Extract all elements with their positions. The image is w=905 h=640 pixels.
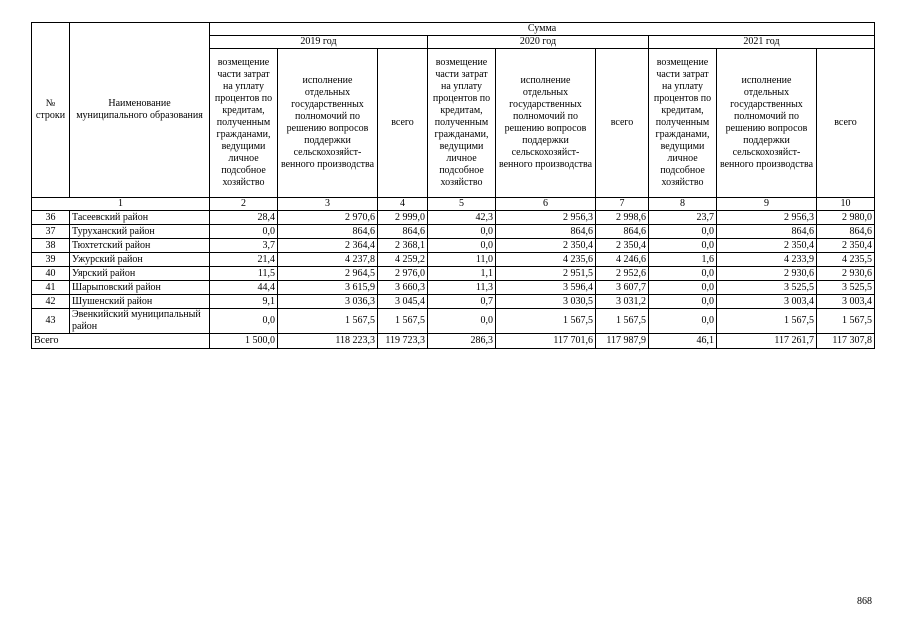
cell-value: 1 567,5 [596,309,649,334]
cell-value: 2 350,4 [496,239,596,253]
cell-value: 864,6 [496,225,596,239]
column-number: 8 [649,198,717,211]
cell-value: 2 952,6 [596,267,649,281]
cell-value: 2 970,6 [278,211,378,225]
cell-value: 2 980,0 [817,211,875,225]
total-value: 1 500,0 [210,334,278,349]
cell-value: 23,7 [649,211,717,225]
cell-value: 1 567,5 [817,309,875,334]
column-number: 6 [496,198,596,211]
row-number-header: № строки [32,23,70,198]
cell-value: 3 525,5 [717,281,817,295]
cell-value: 4 246,6 [596,253,649,267]
cell-value: 3 031,2 [596,295,649,309]
cell-value: 864,6 [378,225,428,239]
cell-value: 3 036,3 [278,295,378,309]
cell-value: 0,0 [649,295,717,309]
cell-value: 2 350,4 [596,239,649,253]
cell-value: 2 964,5 [278,267,378,281]
cell-value: 1 567,5 [278,309,378,334]
cell-value: 3 003,4 [717,295,817,309]
subheader-interest-compensation: возмещение части затрат на уплату процентов по кредитам, полученным гражданами, ведущими личное подсобное хозяйство [428,49,496,198]
subheader-interest-compensation: возмещение части затрат на уплату процентов по кредитам, полученным гражданами, ведущими личное подсобное хозяйство [649,49,717,198]
column-number: 5 [428,198,496,211]
cell-value: 1,1 [428,267,496,281]
cell-value: 2 951,5 [496,267,596,281]
column-number: 7 [596,198,649,211]
cell-value: 0,7 [428,295,496,309]
column-number: 2 [210,198,278,211]
row-number: 37 [32,225,70,239]
year-header-2021: 2021 год [649,36,875,49]
cell-value: 864,6 [817,225,875,239]
row-number: 40 [32,267,70,281]
cell-value: 0,0 [649,239,717,253]
cell-value: 2 956,3 [717,211,817,225]
cell-value: 3,7 [210,239,278,253]
total-value: 117 261,7 [717,334,817,349]
cell-value: 4 235,6 [496,253,596,267]
cell-value: 3 615,9 [278,281,378,295]
cell-value: 3 596,4 [496,281,596,295]
table-body [32,211,875,349]
cell-value: 2 956,3 [496,211,596,225]
municipality-name: Ужурский район [70,253,210,267]
cell-value: 0,0 [649,281,717,295]
total-value: 117 307,8 [817,334,875,349]
subheader-total: всего [378,49,428,198]
table-row [32,267,875,281]
cell-value: 1 567,5 [717,309,817,334]
cell-value: 864,6 [596,225,649,239]
column-numbers-row [32,198,875,211]
year-header-2020: 2020 год [428,36,649,49]
table-row [32,281,875,295]
cell-value: 2 350,4 [817,239,875,253]
cell-value: 1 567,5 [496,309,596,334]
cell-value: 0,0 [649,309,717,334]
table-row [32,309,875,334]
total-value: 286,3 [428,334,496,349]
row-number: 38 [32,239,70,253]
column-number: 1 [32,198,210,211]
year-header-2019: 2019 год [210,36,428,49]
cell-value: 4 233,9 [717,253,817,267]
subsidy-table [31,22,875,349]
row-number: 43 [32,309,70,334]
cell-value: 4 237,8 [278,253,378,267]
column-number: 9 [717,198,817,211]
cell-value: 0,0 [210,309,278,334]
total-value: 117 987,9 [596,334,649,349]
table-row [32,225,875,239]
total-row [32,334,875,349]
subheader-state-powers: исполнение отдельных государственных полномочий по решению вопросов поддержки сельскохозяйст-венного производства [717,49,817,198]
municipality-name: Шушенский район [70,295,210,309]
cell-value: 11,0 [428,253,496,267]
column-number: 4 [378,198,428,211]
table-row [32,239,875,253]
row-number: 41 [32,281,70,295]
cell-value: 2 368,1 [378,239,428,253]
cell-value: 2 999,0 [378,211,428,225]
cell-value: 2 998,6 [596,211,649,225]
subheader-total: всего [596,49,649,198]
table-row [32,211,875,225]
cell-value: 9,1 [210,295,278,309]
subheader-state-powers: исполнение отдельных государственных полномочий по решению вопросов поддержки сельскохозяйст-венного производства [496,49,596,198]
cell-value: 3 045,4 [378,295,428,309]
cell-value: 3 607,7 [596,281,649,295]
cell-value: 0,0 [428,309,496,334]
cell-value: 0,0 [428,239,496,253]
table-header [32,23,875,211]
municipality-name: Тюхтетский район [70,239,210,253]
cell-value: 4 235,5 [817,253,875,267]
cell-value: 2 930,6 [817,267,875,281]
subheader-interest-compensation: возмещение части затрат на уплату процентов по кредитам, полученным гражданами, ведущими личное подсобное хозяйство [210,49,278,198]
cell-value: 0,0 [210,225,278,239]
municipality-name: Тасеевский район [70,211,210,225]
cell-value: 1,6 [649,253,717,267]
cell-value: 21,4 [210,253,278,267]
cell-value: 2 930,6 [717,267,817,281]
cell-value: 11,5 [210,267,278,281]
cell-value: 3 003,4 [817,295,875,309]
sum-header: Сумма [210,23,875,36]
cell-value: 42,3 [428,211,496,225]
total-value: 46,1 [649,334,717,349]
cell-value: 3 030,5 [496,295,596,309]
municipality-name: Шарыповский район [70,281,210,295]
cell-value: 864,6 [717,225,817,239]
cell-value: 44,4 [210,281,278,295]
cell-value: 2 976,0 [378,267,428,281]
cell-value: 0,0 [649,225,717,239]
cell-value: 0,0 [428,225,496,239]
table-row [32,253,875,267]
column-number: 3 [278,198,378,211]
subheader-total: всего [817,49,875,198]
cell-value: 11,3 [428,281,496,295]
cell-value: 2 350,4 [717,239,817,253]
row-number: 36 [32,211,70,225]
cell-value: 4 259,2 [378,253,428,267]
cell-value: 3 660,3 [378,281,428,295]
column-number: 10 [817,198,875,211]
total-value: 118 223,3 [278,334,378,349]
cell-value: 3 525,5 [817,281,875,295]
page-number: 868 [857,596,872,607]
cell-value: 0,0 [649,267,717,281]
table-row [32,295,875,309]
municipality-name: Уярский район [70,267,210,281]
subheader-state-powers: исполнение отдельных государственных полномочий по решению вопросов поддержки сельскохозяйст-венного производства [278,49,378,198]
cell-value: 28,4 [210,211,278,225]
row-number: 39 [32,253,70,267]
municipality-name: Эвенкийский муниципальный район [70,309,210,334]
total-value: 119 723,3 [378,334,428,349]
municipality-name: Туруханский район [70,225,210,239]
municipality-name-header: Наименование муниципального образования [70,23,210,198]
cell-value: 864,6 [278,225,378,239]
total-label: Всего [32,334,210,349]
cell-value: 1 567,5 [378,309,428,334]
total-value: 117 701,6 [496,334,596,349]
cell-value: 2 364,4 [278,239,378,253]
row-number: 42 [32,295,70,309]
